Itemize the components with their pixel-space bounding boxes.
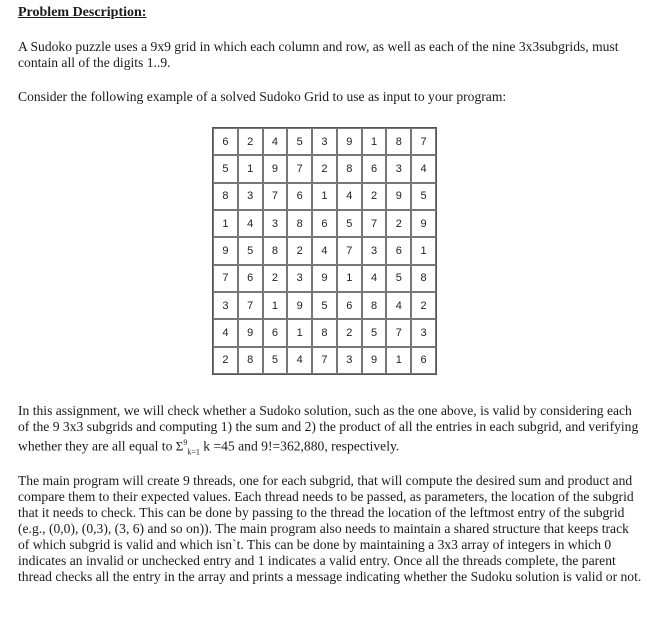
grid-cell: 2 [263,265,288,292]
grid-cell: 3 [337,347,362,374]
assignment-paragraph [18,403,642,460]
grid-cell: 8 [287,210,312,237]
grid-cell: 6 [362,155,387,182]
grid-cell: 8 [263,237,288,264]
grid-cell: 9 [263,155,288,182]
grid-cell: 6 [263,319,288,346]
grid-cell: 8 [386,128,411,155]
grid-cell: 9 [411,210,436,237]
grid-cell: 6 [411,347,436,374]
grid-cell: 8 [411,265,436,292]
grid-cell: 1 [337,265,362,292]
grid-cell: 9 [362,347,387,374]
grid-cell: 7 [263,183,288,210]
summation-symbol: Σ [175,438,184,454]
section-heading: Problem Description: [18,5,147,20]
grid-cell: 7 [386,319,411,346]
example-intro-paragraph: Consider the following example of a solved Sudoko Grid to use as input to your program: [18,89,507,104]
grid-cell: 8 [213,183,238,210]
grid-cell: 2 [337,319,362,346]
grid-cell: 3 [312,128,337,155]
grid-cell: 4 [386,292,411,319]
grid-cell: 3 [287,265,312,292]
grid-cell: 6 [337,292,362,319]
grid-cell: 1 [386,347,411,374]
grid-cell: 9 [238,319,263,346]
grid-cell: 7 [312,347,337,374]
grid-cell: 1 [312,183,337,210]
grid-cell: 3 [362,237,387,264]
grid-cell: 2 [287,237,312,264]
grid-cell: 1 [213,210,238,237]
grid-cell: 7 [238,292,263,319]
grid-cell: 1 [287,319,312,346]
grid-cell: 8 [238,347,263,374]
grid-cell: 2 [386,210,411,237]
grid-cell: 2 [238,128,263,155]
grid-cell: 3 [213,292,238,319]
grid-cell: 9 [287,292,312,319]
grid-cell: 3 [411,319,436,346]
grid-cell: 6 [287,183,312,210]
grid-cell: 4 [312,237,337,264]
grid-cell: 1 [362,128,387,155]
grid-cell: 3 [386,155,411,182]
grid-cell: 9 [337,128,362,155]
grid-cell: 5 [386,265,411,292]
grid-cell: 2 [411,292,436,319]
grid-cell: 4 [263,128,288,155]
grid-cell: 7 [362,210,387,237]
grid-cell: 7 [213,265,238,292]
grid-cell: 6 [238,265,263,292]
grid-cell: 4 [337,183,362,210]
grid-cell: 9 [213,237,238,264]
summation-lower-limit: k=1 [187,447,200,457]
threads-paragraph: The main program will create 9 threads, one for each subgrid, that will compute the desired sum and product and compare them to their expected values. Each thread needs to be passed, as parameters, the location of the subgrid that it needs to check. This can be done by passing to the thread the location of the leftmost entry of the subgrid (e.g., (0,0), (0,3), (3, 6) and so on)). The main program also needs to maintain a shared structure that keeps track of which subgrid is valid and which isn`t. This can be done by maintaining a 3x3 array of integers in which 0 indicates an invalid or unchecked entry and 1 indicates a valid entry. Once all the threads complete, the parent thread checks all the entry in the array and prints a message indicating whether the Sudoku solution is valid or not. [18,473,642,584]
grid-cell: 5 [411,183,436,210]
grid-cell: 4 [287,347,312,374]
grid-cell: 5 [362,319,387,346]
grid-cell: 4 [238,210,263,237]
grid-cell: 9 [386,183,411,210]
grid-cell: 6 [312,210,337,237]
grid-cell: 8 [312,319,337,346]
grid-cell: 2 [362,183,387,210]
grid-cell: 5 [287,128,312,155]
grid-cell: 5 [263,347,288,374]
grid-cell: 3 [238,183,263,210]
sudoku-grid [212,127,437,375]
grid-cell: 2 [213,347,238,374]
grid-cell: 1 [263,292,288,319]
grid-cell: 1 [238,155,263,182]
summation-upper-limit: 9 [183,438,188,447]
grid-cell: 6 [213,128,238,155]
grid-cell: 4 [411,155,436,182]
intro-paragraph: A Sudoko puzzle uses a 9x9 grid in which each column and row, as well as each of the nine 3x3subgrids, must contain all of the digits 1..9. [18,39,619,70]
assignment-text-end: k =45 and 9!=362,880, respectively. [199,438,400,454]
grid-cell: 8 [362,292,387,319]
grid-cell: 7 [337,237,362,264]
grid-cell: 8 [337,155,362,182]
grid-cell: 5 [213,155,238,182]
grid-cell: 7 [287,155,312,182]
grid-cell: 2 [312,155,337,182]
grid-cell: 1 [411,237,436,264]
grid-cell: 4 [213,319,238,346]
grid-cell: 6 [386,237,411,264]
assignment-text-start: In this assignment, we will check whether a Sudoko solution, such as the one above, is valid by considering each of the 9 3x3 subgrids and computing 1) the sum and 2) the product of all the entries in each subgrid, and verifying whether they are all equal to [18,403,639,454]
grid-cell: 5 [312,292,337,319]
grid-cell: 5 [238,237,263,264]
grid-cell: 4 [362,265,387,292]
grid-cell: 3 [263,210,288,237]
grid-cell: 5 [337,210,362,237]
grid-cell: 9 [312,265,337,292]
grid-cell: 7 [411,128,436,155]
